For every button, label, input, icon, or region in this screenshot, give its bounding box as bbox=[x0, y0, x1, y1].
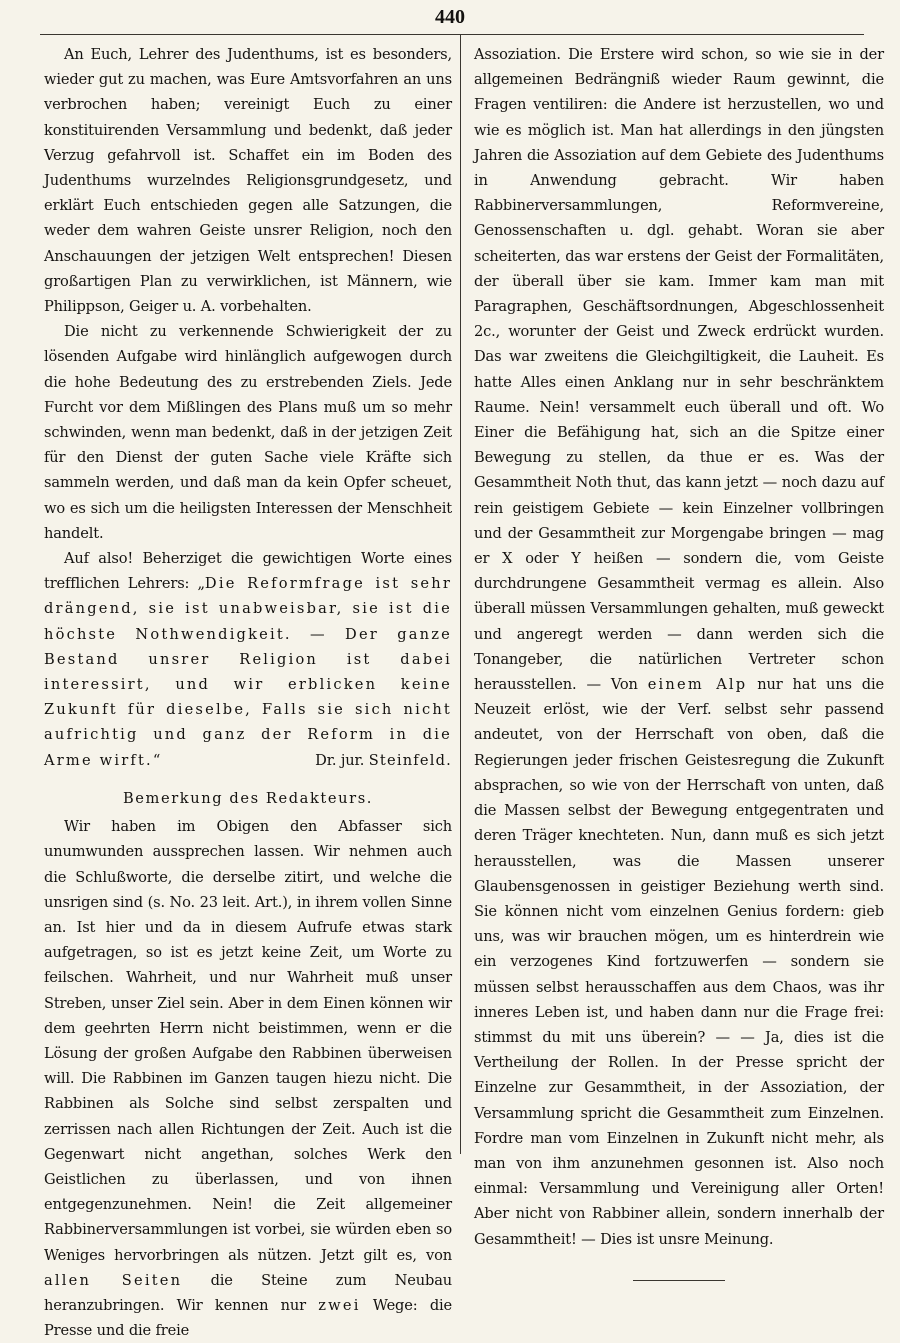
page-number: 440 bbox=[435, 6, 465, 28]
continuation-text-2: nur hat uns die Neuzeit erlöst, wie der Verf. selbst sehr passend andeutet, von der Herrschaft von oben, daß die Regierungen jeder frischen Geistesregung die Zukunft absprachen, so wie von der Herrschaft von unten, daß die Massen selbst der Bewegung entgegentraten und deren Träger knechteten. Nun, dann muß es sich jetzt herausstellen, was die Massen unserer Glaubensgenossen in geistiger Beziehung werth sind. Sie können nicht vom einzelnen Genius fordern: gieb uns, was wir brauchen mögen, um es hinterdrein wie ein verzogenes Kind fortzuwerfen — sondern sie müssen selbst herausschaffen aus dem Chaos, was ihr inneres Leben ist, und haben dann nur die Frage frei: stimmst du mit uns überein? — — Ja, dies ist die Vertheilung der Rollen. In der Presse spricht der Einzelne zur Gesammtheit, in der Assoziation, der Versammlung spricht die Gesammtheit zum Einzelnen. Fordre man vom Einzelnen in Zukunft nicht mehr, als man von ihm anzunehmen gesonnen ist. Also noch einmal: Versammlung und Vereinigung aller Orten! Aber nicht von Rabbiner allein, sondern innerhalb der Gesammtheit! — Dies ist unsre Meinung. bbox=[474, 676, 884, 1248]
left-column bbox=[44, 42, 452, 1343]
end-rule bbox=[633, 1280, 725, 1281]
quote-text: Die Reformfrage ist sehr drängend, sie ist unabweisbar, sie ist die höchste Nothwendigkeit. — Der ganze Bestand unsrer Religion ist dabei interessirt, und wir erblicken keine Zukunft für dieselbe, Falls sie sich nicht aufrichtig und ganz der Reform in die Arme wirft. bbox=[44, 575, 452, 769]
signature bbox=[295, 748, 452, 773]
paragraph-appeal: An Euch, Lehrer des Judenthums, ist es besonders, wieder gut zu machen, was Eure Amtsvorfahren an uns verbrochen haben; vereinigt Euch zu einer konstituirenden Versammlung und bedenkt, daß jeder Verzug gefahrvoll ist. Schaffet ein im Boden des Judenthums wurzelndes Religionsgrundgesetz, und erklärt Euch entschieden gegen alle Satzungen, die weder dem wahren Geiste unsrer Religion, noch den Anschauungen der jetzigen Welt entsprechen! Diesen großartigen Plan zu verwirklichen, ist Männern, wie Philippson, Geiger u. A. vorbehalten. bbox=[44, 46, 452, 316]
continuation-text-1: Assoziation. Die Erstere wird schon, so wie sie in der allgemeinen Bedrängniß wieder Raum gewinnt, die Fragen ventiliren: die Andere ist herzustellen, wo und wie es möglich ist. Man hat allerdings in den jüngsten Jahren die Assoziation auf dem Gebiete des Judenthums in Anwendung gebracht. Wir haben Rabbinerversammlungen, Reformvereine, Genossenschaften u. dgl. gehabt. Woran sie aber scheiterten, das war erstens der Geist der Formalitäten, der überall über sie kam. Immer kam man mit Paragraphen, Geschäftsordnungen, Abgeschlossenheit 2c., worunter der Geist und Zweck erdrückt wurden. Das war zweitens die Gleichgiltigkeit, die Lauheit. Es hatte Alles einen Anklang nur in sehr beschränktem Raume. Nein! versammelt euch überall und oft. Wo Einer die Befähigung hat, sich an die Spitze einer Bewegung zu stellen, da thue er es. Was der Gesammtheit Noth thut, das kann jetzt — noch dazu auf rein geistigem Gebiete — kein Einzelner vollbringen und der Gesammtheit zur Morgengabe bringen — mag er X oder Y heißen — sondern die, vom Geiste durchdrungene Gesammtheit vermag es allein. Also überall müssen Versammlungen gehalten, muß geweckt und angeregt werden — dann werden sich die Tonangeber, die natürlichen Vertreter schon herausstellen. — Von bbox=[474, 46, 884, 694]
column-divider bbox=[460, 34, 461, 1154]
paragraph-difficulty: Die nicht zu verkennende Schwierigkeit der zu lösenden Aufgabe wird hinlänglich aufgewogen durch die hohe Bedeutung des zu erstrebenden Ziels. Jede Furcht vor dem Mißlingen des Plans muß um so mehr schwinden, wenn man bedenkt, daß in der jetzigen Zeit für den Dienst der guten Sache viele Kräfte sich sammeln werden, und daß man da kein Opfer scheuet, wo es sich um die heiligsten Interessen der Menschheit handelt. bbox=[44, 323, 452, 542]
remark-text: Wir haben im Obigen den Abfasser sich unumwunden aussprechen lassen. Wir nehmen auch die Schlußworte, die derselbe zitirt, und welche die unsrigen sind (s. No. 23 leit. Art.), in ihrem vollen Sinne an. Ist hier und da in diesem Aufrufe etwas stark aufgetragen, so ist es jetzt keine Zeit, um Worte zu feilschen. Wahrheit, und nur Wahrheit muß unser Streben, unser Ziel sein. Aber in dem Einen können wir dem geehrten Herrn nicht beistimmen, wenn er die Lösung der großen Aufgabe den Rabbinen überweisen will. Die Rabbinen im Ganzen taugen hiezu nicht. Die Rabbinen als Solche sind selbst zerspalten und zerrissen nach allen Richtungen der Zeit. Auch ist die Gegenwart nicht angethan, solches Werk den Geistlichen zu überlassen, und von ihnen entgegenzunehmen. Nein! die Zeit allgemeiner Rabbinerversammlungen ist vorbei, sie würden eben so Weniges hervorbringen als nützen. Jetzt gilt es, von bbox=[44, 818, 452, 1264]
quote-intro: Auf also! Beherziget die gewichtigen Worte eines trefflichen Lehrers: „ bbox=[44, 550, 452, 593]
right-column bbox=[474, 42, 884, 1281]
paragraph-quote bbox=[44, 546, 452, 773]
paragraph-remark bbox=[44, 814, 452, 1343]
header-rule bbox=[40, 34, 864, 35]
spaced-einem-alp: einem Alp bbox=[647, 676, 748, 694]
paragraph-continuation bbox=[474, 42, 884, 1252]
signature-name: Steinfeld. bbox=[368, 751, 452, 769]
remark-text-2: die Steine zum Neubau heranzubringen. Wir kennen nur bbox=[44, 1271, 453, 1314]
signature-title: Dr. jur. bbox=[315, 751, 365, 769]
quote-close: “ bbox=[152, 751, 161, 769]
remark-spaced-allen-seiten: allen Seiten bbox=[44, 1271, 183, 1289]
remark-text-3: Wege: die Presse und die freie bbox=[44, 1296, 453, 1340]
remark-spaced-zwei: zwei bbox=[318, 1296, 361, 1314]
section-heading: Bemerkung des Redakteurs. bbox=[122, 789, 374, 807]
